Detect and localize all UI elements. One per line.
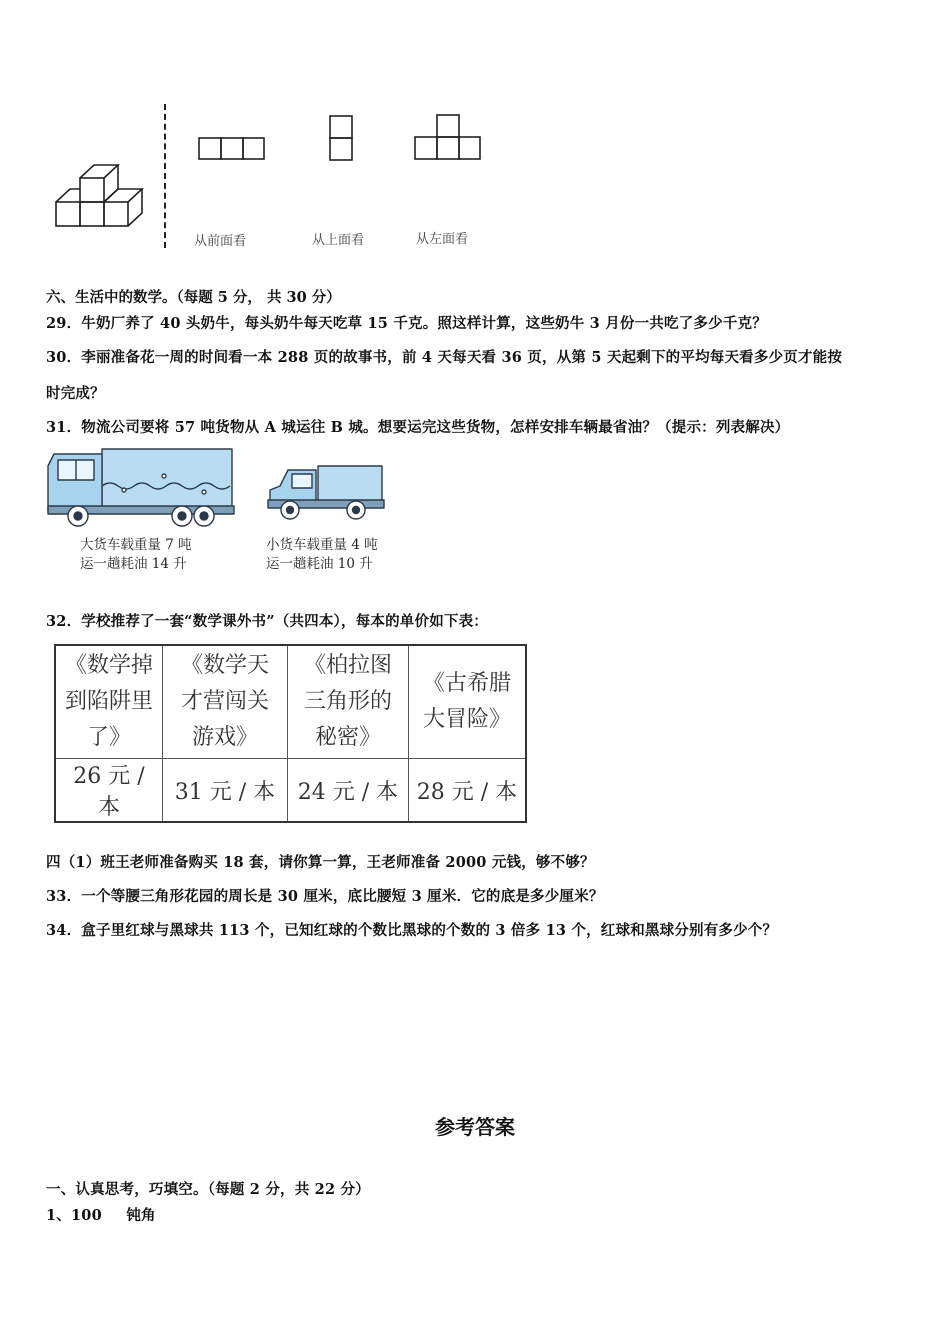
question-32-sub: 四（1）班王老师准备购买 18 套，请你算一算，王老师准备 2000 元钱，够不够？ bbox=[46, 854, 595, 871]
question-31: 31．物流公司要将 57 吨货物从 A 城运往 B 城。想要运完这些货物，怎样安排车辆最省油？（提示：列表解决） bbox=[46, 419, 790, 436]
solid-figure bbox=[50, 155, 150, 235]
answer-1-label: 1、100 bbox=[46, 1207, 102, 1224]
small-truck-capacity: 小货车载重量 4 吨 bbox=[266, 537, 378, 553]
question-33: 33．一个等腰三角形花园的周长是 30 厘米，底比腰短 3 厘米．它的底是多少厘米？ bbox=[46, 888, 604, 905]
question-30-line1: 30．李丽准备花一周的时间看一本 288 页的故事书，前 4 天每天看 36 页，从第 5 天起剩下的平均每天看多少页才能按 bbox=[46, 349, 843, 366]
answers-title-wrap bbox=[0, 1111, 950, 1140]
book-title-cell: 《柏拉图 三角形的 秘密》 bbox=[288, 645, 409, 759]
big-truck-caption bbox=[80, 536, 192, 574]
book-title-cell: 《古希腊 大冒险》 bbox=[409, 645, 527, 759]
dashed-divider bbox=[164, 104, 166, 248]
question-29: 29．牛奶厂养了 40 头奶牛，每头奶牛每天吃草 15 千克。照这样计算，这些奶牛 3 月份一共吃了多少千克？ bbox=[46, 315, 767, 332]
section6-heading: 六、生活中的数学。（每题 5 分， 共 30 分） bbox=[46, 289, 341, 306]
left-view-figure bbox=[414, 114, 482, 164]
question-34: 34．盒子里红球与黑球共 113 个，已知红球的个数比黑球的个数的 3 倍多 13 个，红球和黑球分别有多少个？ bbox=[46, 922, 778, 939]
book-title-cell: 《数学天 才营闯关 游戏》 bbox=[163, 645, 288, 759]
small-truck-fuel: 运一趟耗油 10 升 bbox=[266, 556, 373, 572]
front-view-label: 从前面看 bbox=[194, 234, 247, 249]
big-truck-capacity: 大货车载重量 7 吨 bbox=[80, 537, 192, 553]
top-view-label: 从上面看 bbox=[312, 233, 365, 248]
question-32: 32．学校推荐了一套“数学课外书”（共四本），每本的单价如下表： bbox=[46, 613, 489, 630]
front-view-figure bbox=[198, 137, 266, 165]
left-view-label: 从左面看 bbox=[416, 232, 469, 247]
answer-1 bbox=[46, 1204, 156, 1225]
small-truck-caption bbox=[266, 536, 378, 574]
answers-section1-heading: 一、认真思考，巧填空。（每题 2 分，共 22 分） bbox=[46, 1181, 370, 1198]
top-view-figure bbox=[328, 115, 354, 165]
question-30-line2: 时完成？ bbox=[46, 385, 105, 402]
book-price-table bbox=[54, 644, 527, 823]
big-truck-illustration bbox=[44, 446, 240, 534]
big-truck-fuel: 运一趟耗油 14 升 bbox=[80, 556, 187, 572]
book-price-cell: 24 元 / 本 bbox=[288, 759, 409, 823]
small-truck-illustration bbox=[264, 462, 388, 528]
book-price-cell: 26 元 / 本 bbox=[55, 759, 163, 823]
book-title-cell: 《数学掉 到陷阱里 了》 bbox=[55, 645, 163, 759]
book-price-cell: 28 元 / 本 bbox=[409, 759, 527, 823]
book-price-row bbox=[55, 759, 526, 823]
answer-1-value: 钝角 bbox=[126, 1207, 156, 1224]
book-title-row bbox=[55, 645, 526, 759]
answers-title: 参考答案 bbox=[435, 1115, 515, 1139]
book-price-cell: 31 元 / 本 bbox=[163, 759, 288, 823]
